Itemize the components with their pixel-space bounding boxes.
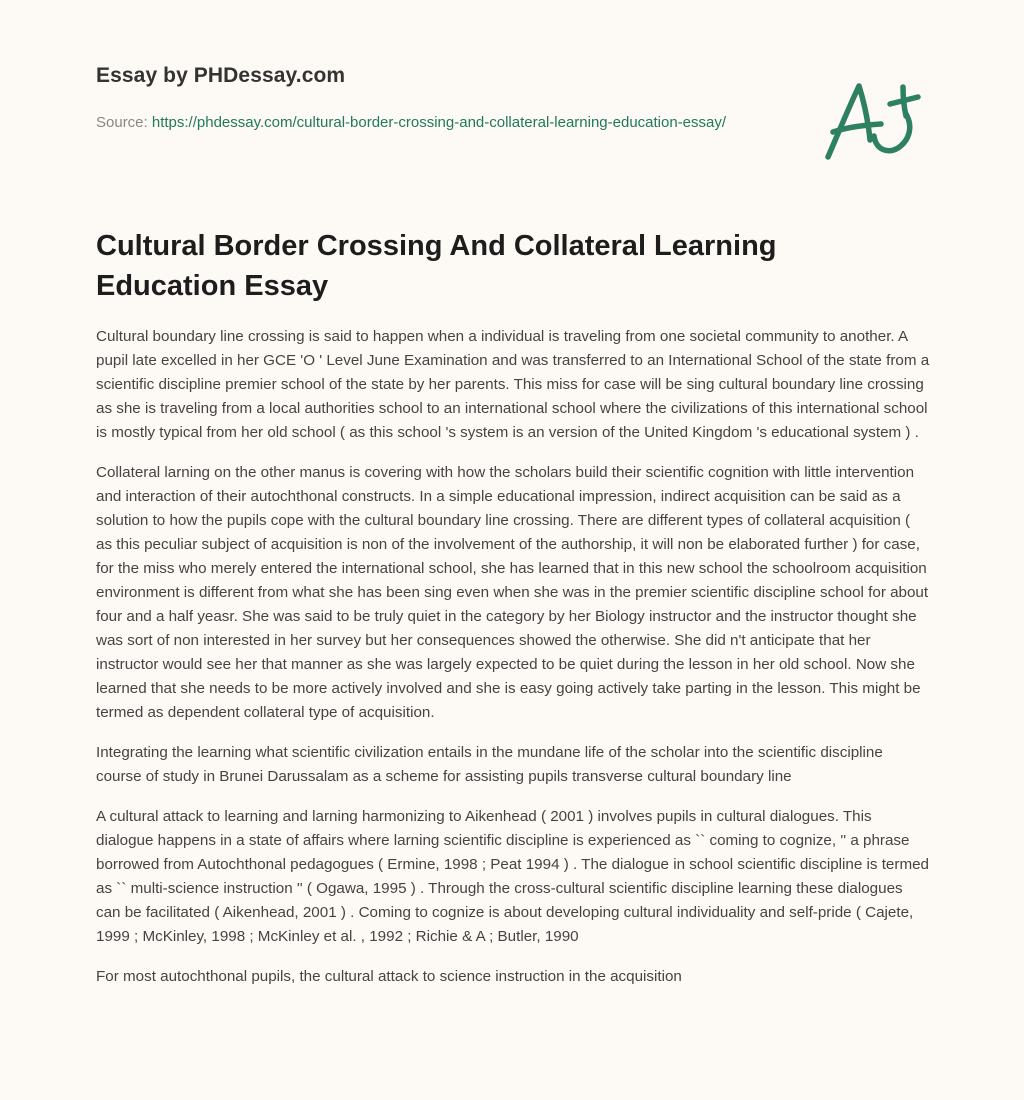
page-header [96, 0, 930, 200]
source-link[interactable]: https://phdessay.com/cultural-border-crossing-and-collateral-learning-education-essay/ [151, 114, 727, 131]
paragraph: A cultural attack to learning and larning harmonizing to Aikenhead ( 2001 ) involves pupils in cultural dialogues. This dialogue happens in a state of affairs where larning scientific discipline is experienced as `` coming to cognize, '' a phrase borrowed from Autochthonal pedagogues ( Ermine, 1998 ; Peat 1994 ) . The dialogue in school scientific discipline is termed as `` multi-science instruction '' ( Ogawa, 1995 ) . Through the cross-cultural scientific discipline learning these dialogues can be facilitated ( Aikenhead, 2001 ) . Coming to cognize is about developing cultural individuality and self-pride ( Cajete, 1999 ; McKinley, 1998 ; McKinley et al. , 1992 ; Richie & A ; Butler, 1990 [96, 808, 929, 945]
article-title: Cultural Border Crossing And Collateral Learning Education Essay [96, 230, 777, 302]
site-brand: Essay by PHDessay.com [96, 64, 346, 87]
a-plus-grade-icon [818, 64, 928, 170]
source-label: Source: [96, 114, 152, 131]
article-body [96, 325, 930, 1005]
paragraph: Cultural boundary line crossing is said to happen when a individual is traveling from one societal community to another. A pupil late excelled in her GCE 'O ' Level June Examination and was transferred to an International School of the state from a scientific discipline premier school of the state by her parents. This miss for case will be sing cultural boundary line crossing as she is traveling from a local authorities school to an international school where the civilizations of this international school is mostly typical from her old school ( as this school 's system is an version of the United Kingdom 's educational system ) . [96, 328, 930, 441]
essay-page [96, 0, 930, 985]
paragraph: Collateral larning on the other manus is covering with how the scholars build their scientific cognition with little intervention and interaction of their autochthonal constructs. In a simple educational impression, indirect acquisition can be said as a solution to how the pupils cope with the cultural boundary line crossing. There are different types of collateral acquisition ( as this peculiar subject of acquisition is non of the involvement of the authorship, it will non be elaborated further ) for case, for the miss who merely entered the international school, she has learned that in this new school the schoolroom acquisition environment is different from what she has been sing even when she was in the premier scientific discipline school for about four and a half yeasr. She was said to be truly quiet in the category by her Biology instructor and the instructor thought she was sort of non interested in her survey but her consequences showed the otherwise. She did n't anticipate that her instructor would see her that manner as she was largely expected to be quiet during the lesson in her old school. Now she learned that she needs to be more actively involved and she is easy going actively take parting in the lesson. This might be termed as dependent collateral type of acquisition. [96, 464, 929, 721]
paragraph: For most autochthonal pupils, the cultural attack to science instruction in the acquisition [96, 968, 682, 985]
paragraph: Integrating the learning what scientific civilization entails in the mundane life of the scholar into the scientific discipline course of study in Brunei Darussalam as a scheme for assisting pupils transverse cultural boundary line [96, 744, 883, 785]
source-line [96, 111, 776, 135]
